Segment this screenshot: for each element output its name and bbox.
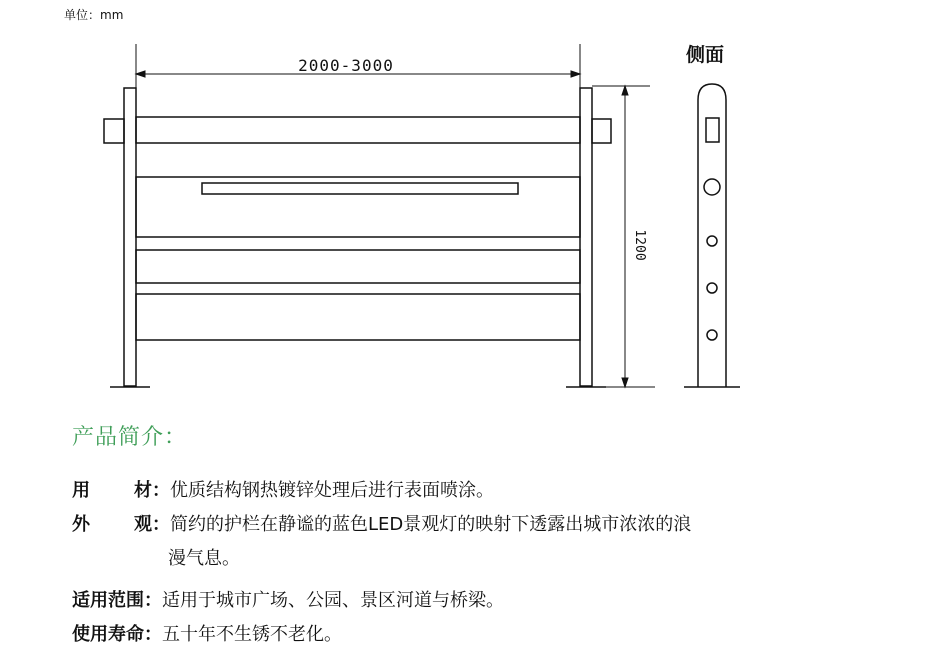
spec-label: 用 材 xyxy=(72,480,152,501)
rail xyxy=(136,294,580,340)
spec-lifespan xyxy=(72,618,342,652)
side-view-hole xyxy=(707,330,717,340)
height-dimension-label: 1200 xyxy=(632,229,647,261)
unit-label: 单位：mm xyxy=(64,8,124,22)
left-post xyxy=(124,88,136,386)
spec-material xyxy=(72,474,494,508)
spec-separator: ： xyxy=(144,624,162,645)
side-view-hole xyxy=(707,283,717,293)
side-view-hole-large xyxy=(704,179,720,195)
left-post-cap xyxy=(104,119,124,143)
spec-label: 适用范围 xyxy=(72,590,144,611)
spec-separator: ： xyxy=(144,590,162,611)
spec-application xyxy=(72,584,504,618)
spec-text-continuation: 漫气息。 xyxy=(168,548,240,569)
right-post xyxy=(580,88,592,386)
spec-text: 五十年不生锈不老化。 xyxy=(162,624,342,645)
spec-text: 适用于城市广场、公园、景区河道与桥梁。 xyxy=(162,590,504,611)
spec-separator: ： xyxy=(152,480,170,501)
dimension-arrow xyxy=(571,71,580,77)
side-view-hole xyxy=(707,236,717,246)
dimension-arrow xyxy=(622,86,628,95)
spec-text: 优质结构钢热镀锌处理后进行表面喷涂。 xyxy=(170,480,494,501)
side-view-slot xyxy=(706,118,719,142)
spec-text: 简约的护栏在静谧的蓝色LED景观灯的映射下透露出城市浓浓的浪 xyxy=(170,514,692,535)
dimension-arrow xyxy=(622,378,628,387)
spec-label: 使用寿命 xyxy=(72,624,144,645)
rail xyxy=(136,117,580,143)
spec-separator: ： xyxy=(152,514,170,535)
right-post-cap xyxy=(592,119,611,143)
led-light-strip xyxy=(202,183,518,194)
spec-appearance xyxy=(72,508,692,569)
section-title: 产品简介： xyxy=(72,425,188,450)
rail xyxy=(136,250,580,283)
dimension-arrow xyxy=(136,71,145,77)
width-dimension-label: 2000-3000 xyxy=(298,56,394,75)
side-view-title: 侧面 xyxy=(686,44,725,66)
spec-label: 外 观 xyxy=(72,514,152,535)
